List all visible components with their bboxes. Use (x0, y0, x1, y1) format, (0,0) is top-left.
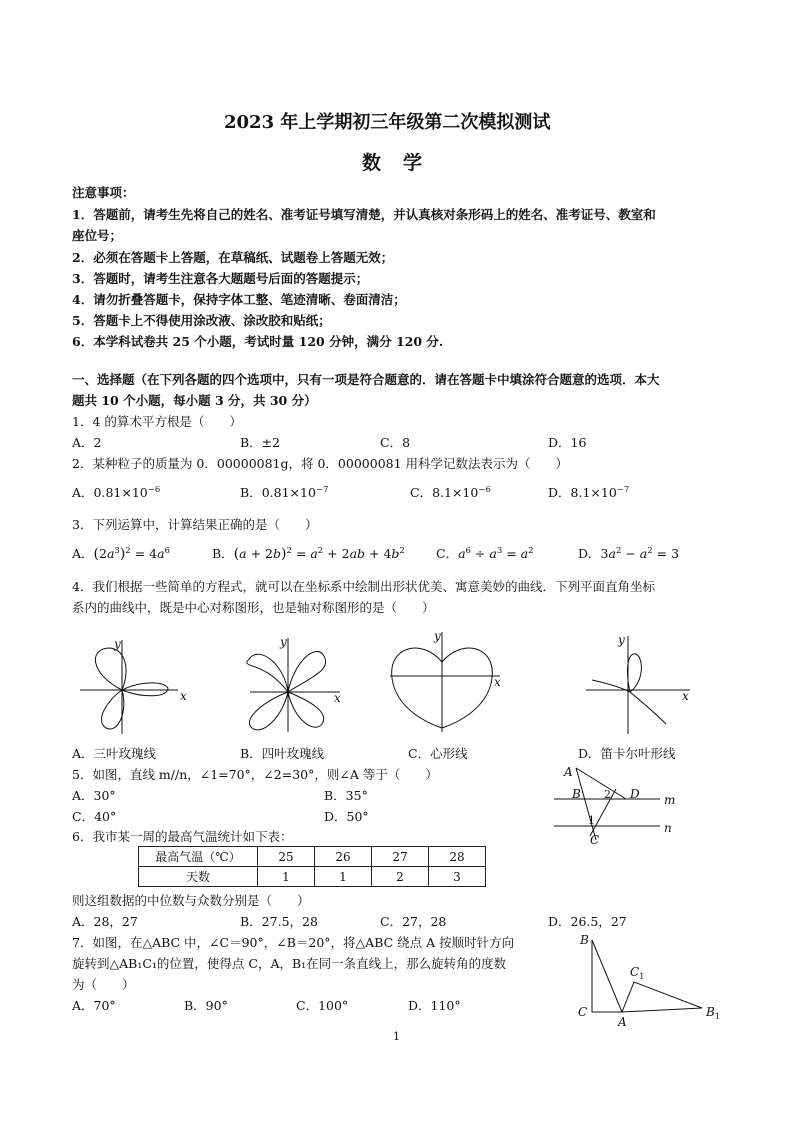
q3-option-b: B．$(a + 2b)^2 = a^2 + 2ab + 4b^2$ (212, 545, 405, 562)
table-row (139, 847, 486, 867)
q5-angle-1: 1 (588, 814, 595, 827)
notice-item: 2．必须在答题卡上答题，在草稿纸、试题卷上答题无效； (72, 250, 394, 265)
question-6-question: 则这组数据的中位数与众数分别是（ ） (72, 893, 310, 908)
q4-axis-x-label: x (494, 675, 501, 689)
question-7-stem: 7．如图，在△ABC 中，∠C＝90°，∠B＝20°，将△ABC 绕点 A 按顺时针方向 (72, 935, 515, 950)
q7-option-a: A．70° (72, 998, 116, 1013)
q4-axis-x-label: x (682, 689, 689, 703)
section-heading: 题共 10 个小题，每小题 3 分，共 30 分） (72, 393, 317, 408)
q5-option-b: B．35° (324, 788, 368, 803)
paper-title: 2023 年上学期初三年级第二次模拟测试 (224, 112, 551, 133)
question-3-stem: 3．下列运算中，计算结果正确的是（ ） (72, 517, 318, 532)
q7-label-c: C (578, 1005, 588, 1019)
table-cell: 1 (315, 867, 372, 887)
table-cell: 27 (372, 847, 429, 867)
q5-label-a: A (564, 765, 573, 779)
question-4-stem: 系内的曲线中，既是中心对称图形，也是轴对称图形的是（ ） (72, 600, 435, 615)
q1-option-d: D．16 (548, 435, 587, 450)
question-5-stem: 5．如图，直线 m//n，∠1=70°，∠2=30°，则∠A 等于（ ） (72, 767, 438, 782)
q5-label-m: m (664, 793, 676, 807)
q7-label-c1: $C_1$ (630, 965, 645, 981)
q7-option-d: D．110° (408, 998, 461, 1013)
notice-heading: 注意事项： (72, 185, 135, 200)
q4-option-a: A．三叶玫瑰线 (72, 746, 157, 761)
temperature-table (138, 846, 486, 887)
question-7-stem: 旋转到△AB₁C₁的位置，使得点 C，A，B₁在同一条直线上，那么旋转角的度数 (72, 956, 507, 971)
table-cell: 天数 (139, 867, 258, 887)
q5-label-c: C (590, 833, 600, 847)
q6-option-b: B．27.5，28 (240, 914, 318, 929)
q4-axis-y-label: y (114, 637, 121, 651)
q5-label-n: n (664, 821, 672, 835)
notice-item: 5．答题卡上不得使用涂改液、涂改胶和贴纸； (72, 313, 331, 328)
table-cell: 25 (258, 847, 315, 867)
q6-option-d: D．26.5，27 (548, 914, 627, 929)
notice-item: 1．答题前，请考生先将自己的姓名、准考证号填写清楚，并认真核对条形码上的姓名、准考证号、教室和 (72, 207, 656, 222)
question-2-stem: 2．某种粒子的质量为 0．00000081g，将 0．00000081 用科学记数法表示为（ ） (72, 456, 569, 471)
q2-option-b: B．$0.81\times 10^{-7}$ (240, 484, 329, 500)
q7-option-c: C．100° (296, 998, 349, 1013)
q7-rotation-figure (572, 930, 732, 1030)
q5-label-d: D (630, 787, 640, 801)
section-heading: 一、选择题（在下列各题的四个选项中，只有一项是符合题意的．请在答题卡中填涂符合题意的选项．本大 (72, 372, 660, 387)
q4-option-c: C．心形线 (408, 746, 468, 761)
notice-item: 3．答题时，请考生注意各大题题号后面的答题提示； (72, 271, 369, 286)
q4-axis-x-label: x (180, 689, 187, 703)
q2-option-d: D．$8.1\times 10^{-7}$ (548, 484, 630, 500)
q4-axis-y-label: y (280, 635, 287, 649)
q4-curve-figures (70, 628, 730, 740)
table-cell: 28 (429, 847, 486, 867)
q4-axis-y-label: y (618, 633, 625, 647)
table-cell: 2 (372, 867, 429, 887)
question-6-stem: 6．我市某一周的最高气温统计如下表： (72, 829, 293, 844)
question-4-stem: 4．我们根据一些简单的方程式，就可以在坐标系中绘制出形状优美、寓意美妙的曲线．下列平面直角坐标 (72, 579, 655, 594)
q1-option-c: C．8 (380, 435, 411, 450)
q6-option-a: A．28，27 (72, 914, 138, 929)
table-cell: 最高气温（℃） (139, 847, 258, 867)
q7-label-a: A (618, 1015, 627, 1029)
q4-option-d: D．笛卡尔叶形线 (578, 746, 676, 761)
q4-option-b: B．四叶玫瑰线 (240, 746, 325, 761)
question-7-stem: 为（ ） (72, 977, 135, 992)
q3-option-d: D．$3a^2 - a^2 = 3$ (578, 545, 680, 561)
q5-angle-2: 2 (604, 788, 611, 801)
q4-axis-y-label: y (434, 629, 441, 643)
q5-option-c: C．40° (72, 809, 117, 824)
q3-option-c: C．$a^6 \div a^3 = a^2$ (436, 545, 534, 561)
q5-label-b: B (572, 787, 581, 801)
q3-option-a: A．$(2a^3)^2 = 4a^6$ (72, 545, 170, 562)
notice-item: 座位号； (72, 228, 123, 243)
q6-option-c: C．27，28 (380, 914, 447, 929)
q1-option-b: B．±2 (240, 435, 281, 450)
q1-option-a: A．2 (72, 435, 102, 450)
page-number: 1 (393, 1030, 400, 1043)
subject-title: 数学 (362, 152, 445, 174)
q4-axis-x-label: x (334, 691, 341, 705)
q7-label-b: B (580, 933, 589, 947)
q7-option-b: B．90° (184, 998, 228, 1013)
table-cell: 3 (429, 867, 486, 887)
q7-label-b1: $B_1$ (706, 1005, 720, 1021)
q5-option-d: D．50° (324, 809, 369, 824)
table-cell: 1 (258, 867, 315, 887)
table-cell: 26 (315, 847, 372, 867)
q2-option-a: A．$0.81\times 10^{-6}$ (72, 484, 161, 500)
notice-item: 4．请勿折叠答题卡，保持字体工整、笔迹清晰、卷面清洁； (72, 292, 406, 307)
table-row (139, 867, 486, 887)
question-1-stem: 1．4 的算术平方根是（ ） (72, 414, 242, 429)
notice-item: 6．本学科试卷共 25 个小题，考试时量 120 分钟，满分 120 分. (72, 334, 444, 349)
q2-option-c: C．$8.1\times 10^{-6}$ (410, 484, 491, 500)
q5-parallel-lines-figure (550, 762, 690, 848)
q5-option-a: A．30° (72, 788, 116, 803)
